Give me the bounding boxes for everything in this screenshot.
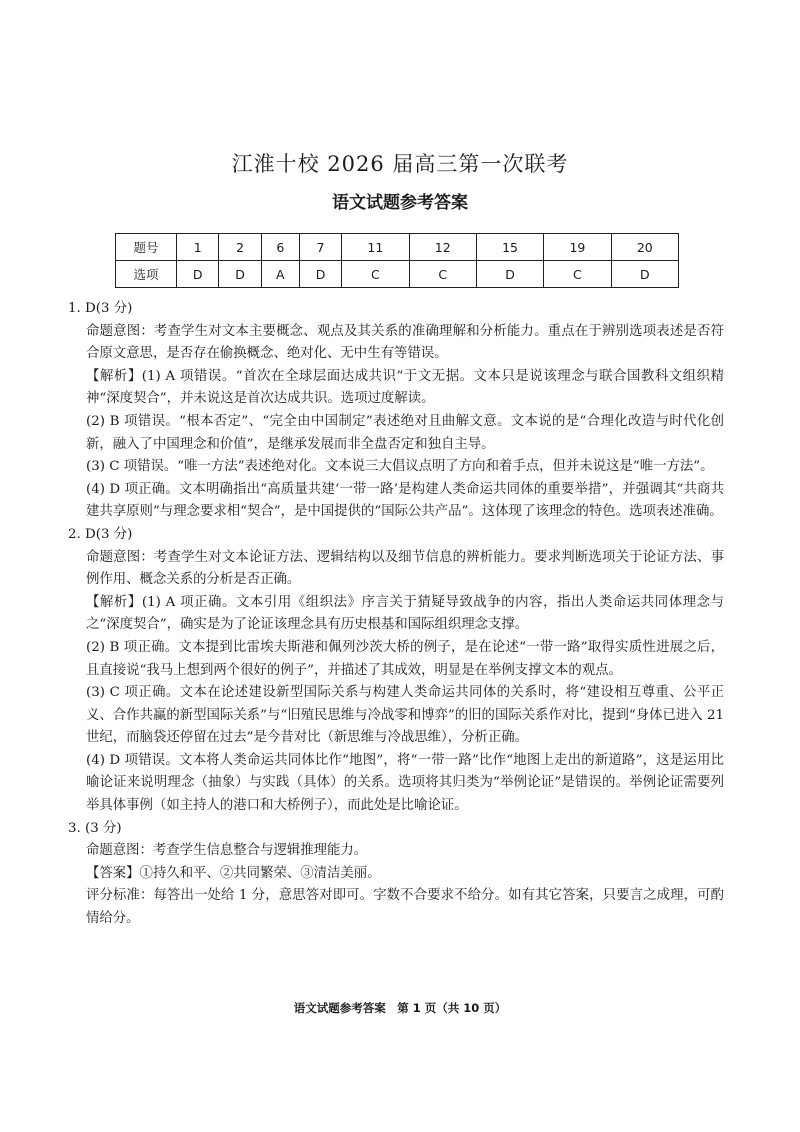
question-number-cell: 19 — [544, 234, 611, 261]
question-3-answer: 【答案】①持久和平、②共同繁荣、③清洁美丽。 — [86, 865, 381, 881]
question-2-analysis-4: (4) D 项错误。文本将人类命运共同体比作“地图”，将“一带一路”比作“地图上走出的新道路”，这是运用比喻论证来说明理念（抽象）与实践（具体）的关系。选项将其归类为“举例论证”是错误的。举例论证需要列举具体事例（如主持人的港口和大桥例子），而此处是比喻论证。 — [86, 752, 724, 814]
question-1-analysis-1: 【解析】(1) A 项错误。“首次在全球层面达成共识”于文无据。文本只是说该理念与联合国教科文组织精神“深度契合”，并未说这是首次达成共识。选项过度解读。 — [86, 368, 724, 407]
answer-cell: D — [177, 261, 219, 288]
answer-cell: C — [409, 261, 476, 288]
answer-cell: A — [261, 261, 299, 288]
question-3-intent: 命题意图：考查学生信息整合与逻辑推理能力。 — [86, 843, 368, 859]
answer-cell: D — [611, 261, 678, 288]
question-number-cell: 15 — [476, 234, 543, 261]
row-label-question: 题号 — [116, 234, 177, 261]
question-number-cell: 7 — [299, 234, 341, 261]
question-2-analysis-2: (2) B 项正确。文本提到比雷埃夫斯港和佩列沙茨大桥的例子，是在论述“一带一路”取得实质性进展之后，且直接说“我马上想到两个很好的例子”，并描述了其成效，明显是在举例支撑文本的观点。 — [86, 639, 724, 678]
page-footer: 语文试题参考答案 第 1 页（共 10 页） — [293, 1001, 507, 1015]
question-3-scoring: 评分标准：每答出一处给 1 分，意思答对即可。字数不合要求不给分。如有其它答案，只要言之成理，可酌情给分。 — [86, 888, 724, 927]
question-number-cell: 2 — [219, 234, 261, 261]
answer-row — [116, 261, 679, 288]
question-number-cell: 11 — [342, 234, 409, 261]
exam-title: 江淮十校 2026 届高三第一次联考 — [231, 152, 569, 176]
answer-cell: D — [476, 261, 543, 288]
question-1-heading: 1. D(3 分) — [68, 301, 133, 316]
question-number-cell: 1 — [177, 234, 219, 261]
question-number-cell: 6 — [261, 234, 299, 261]
answer-cell: D — [219, 261, 261, 288]
answer-cell: C — [544, 261, 611, 288]
question-2-heading: 2. D(3 分) — [68, 526, 133, 542]
question-2-intent: 命题意图：考查学生对文本论证方法、逻辑结构以及细节信息的辨析能力。要求判断选项关于论证方法、事例作用、概念关系的分析是否正确。 — [86, 549, 724, 588]
question-1-intent: 命题意图：考查学生对文本主要概念、观点及其关系的准确理解和分析能力。重点在于辨别选项表述是否符合原文意思，是否存在偷换概念、绝对化、无中生有等错误。 — [86, 323, 724, 362]
question-number-cell: 12 — [409, 234, 476, 261]
question-2-analysis-1: 【解析】(1) A 项正确。文本引用《组织法》序言关于猜疑导致战争的内容，指出人类命运共同体理念与之“深度契合”，确实是为了论证该理念具有历史根基和国际组织理念支撑。 — [86, 594, 724, 633]
answer-table — [115, 233, 679, 288]
question-number-cell: 20 — [611, 234, 678, 261]
document-subtitle: 语文试题参考答案 — [332, 193, 468, 213]
question-1-analysis-2: (2) B 项错误。“根本否定”、“完全由中国制定”表述绝对且曲解文意。文本说的是“合理化改造与时代化创新，融入了中国理念和价值”，是继承发展而非全盘否定和独自主导。 — [86, 413, 724, 452]
question-1-analysis-3: (3) C 项错误。“唯一方法”表述绝对化。文本说三大倡议点明了方向和着手点，但并未说这是“唯一方法”。 — [86, 459, 714, 475]
question-3-heading: 3. (3 分) — [68, 820, 122, 836]
question-1-analysis-4: (4) D 项正确。文本明确指出“高质量共建‘一带一路’是构建人类命运共同体的重要举措”，并强调其“共商共建共享原则”与理念要求相“契合”，是中国提供的“国际公共产品”。这体现了该理念的特色。选项表述准确。 — [86, 481, 724, 520]
answer-cell: C — [342, 261, 409, 288]
question-2-analysis-3: (3) C 项正确。文本在论述建设新型国际关系与构建人类命运共同体的关系时，将“建设相互尊重、公平正义、合作共赢的新型国际关系”与“旧殖民思维与冷战零和博弈”的旧的国际关系作对比，提到“身体已进入 21 世纪，而脑袋还停留在过去”是今昔对比（新思维与冷战思维），分析正确。 — [86, 685, 724, 746]
row-label-answer: 选项 — [116, 261, 177, 288]
question-number-row — [116, 234, 679, 261]
answer-cell: D — [299, 261, 341, 288]
answer-explanations — [68, 298, 724, 931]
